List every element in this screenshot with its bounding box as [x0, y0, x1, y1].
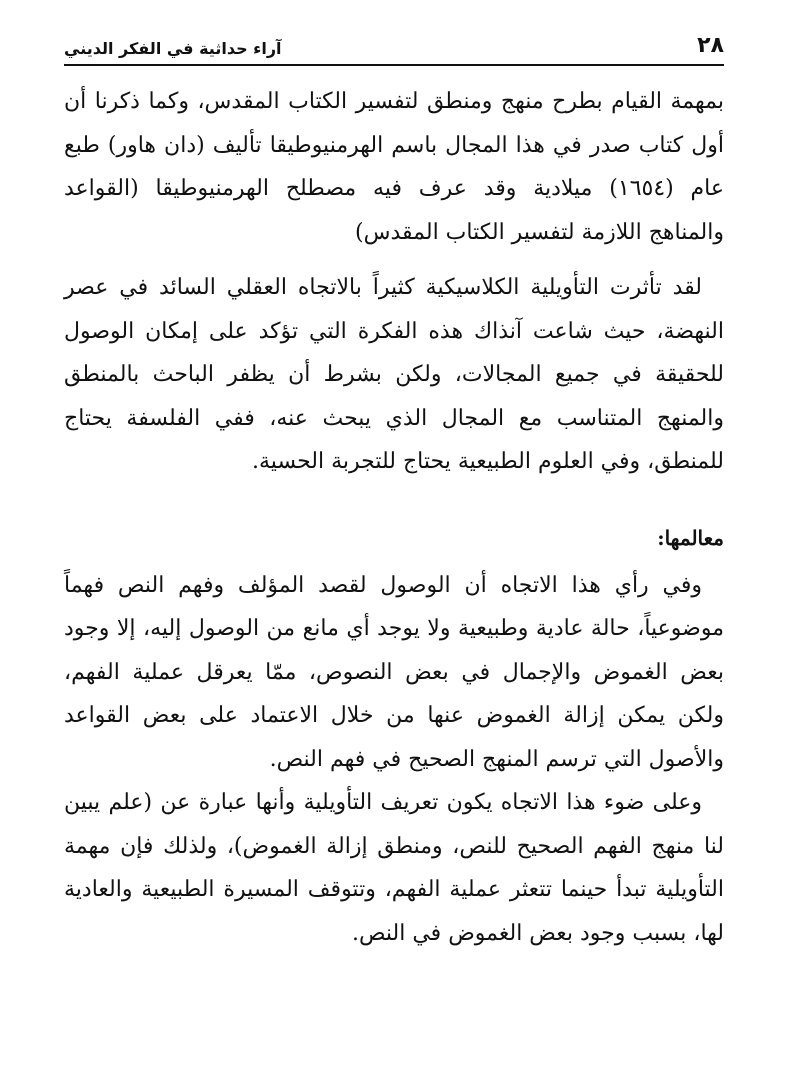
paragraph-intro-1: بمهمة القيام بطرح منهج ومنطق لتفسير الكتاب المقدس، وكما ذكرنا أن أول كتاب صدر في هذا المجال باسم الهرمنيوطيقا تأليف (دان هاور) طبع عام (١٦٥٤) ميلادية وقد عرف فيه مصطلح الهرمنيوطيقا (القواعد والمناهج اللازمة لتفسير الكتاب المقدس) [64, 89, 724, 245]
paragraph-intro-2: لقد تأثرت التأويلية الكلاسيكية كثيراً بالاتجاه العقلي السائد في عصر النهضة، حيث شاعت آنذاك هذه الفكرة التي تؤكد على إمكان الوصول للحقيقة في جميع المجالات، ولكن بشرط أن يظفر الباحث بالمنطق والمنهج المتناسب مع المجال الذي يبحث عنه، ففي الفلسفة يحتاج للمنطق، وفي العلوم الطبيعية يحتاج للتجربة الحسية. [64, 275, 724, 474]
page-number: ٢٨ [697, 33, 724, 58]
page-body [64, 80, 724, 955]
running-title: آراء حداثية في الفكر الديني [64, 39, 282, 58]
page-header [64, 28, 724, 66]
section-paragraph-1: وفي رأي هذا الاتجاه أن الوصول لقصد المؤلف وفهم النص فهماً موضوعياً، حالة عادية وطبيعية ولا يوجد أي مانع من الوصول إليه، إلا وجود بعض الغموض والإجمال في بعض النصوص، ممّا يعرقل عملية الفهم، ولكن يمكن إزالة الغموض عنها من خلال الاعتماد على بعض القواعد والأصول التي ترسم المنهج الصحيح في فهم النص. [64, 572, 724, 772]
section-heading: معالمها: [657, 525, 724, 550]
book-page [64, 28, 724, 955]
section-paragraph-2: وعلى ضوء هذا الاتجاه يكون تعريف التأويلية وأنها عبارة عن (علم يبين لنا منهج الفهم الصحيح للنص، ومنطق إزالة الغموض)، ولذلك فإن مهمة التأويلية تبدأ حينما تتعثر عملية الفهم، وتتوقف المسيرة الطبيعية والعادية لها، بسبب وجود بعض الغموض في النص. [64, 790, 724, 946]
